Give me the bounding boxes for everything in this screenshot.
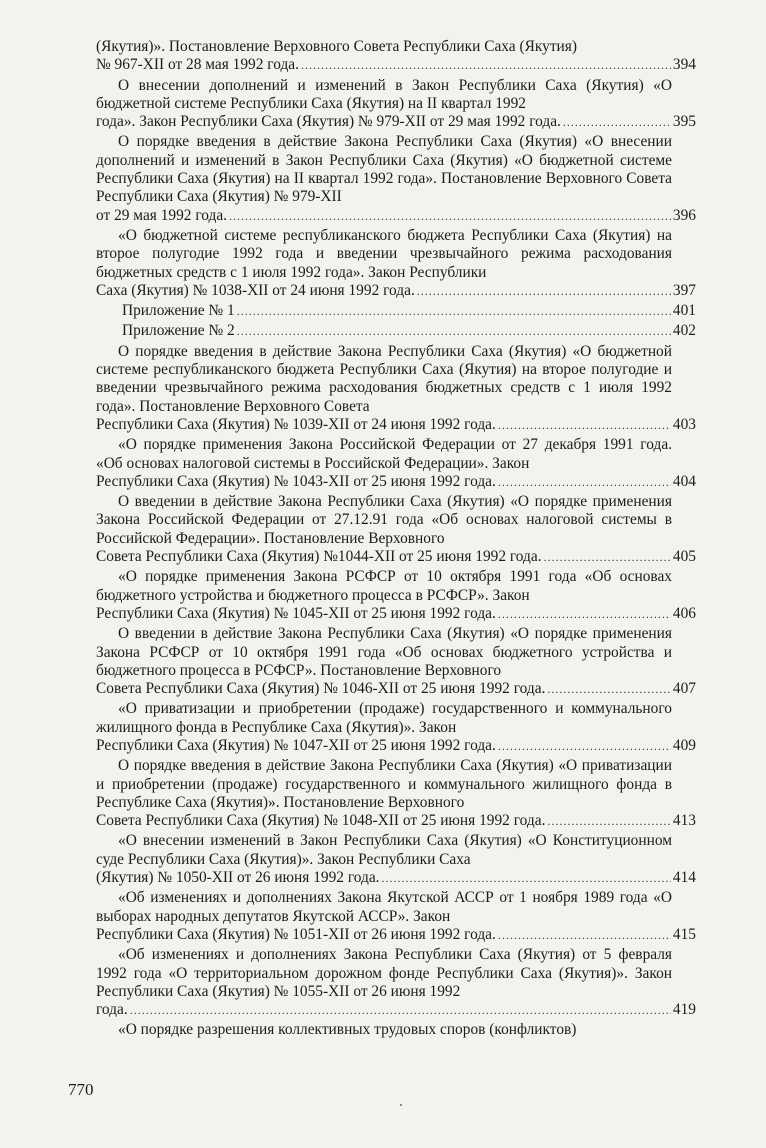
toc-entry-leader-line xyxy=(96,812,696,830)
toc-entry-leader-line xyxy=(96,605,696,623)
toc-entry xyxy=(96,493,696,566)
toc-entry-body: «О внесении изменений в Закон Республики Саха (Якутия) «О Конституционном суде Республики Саха (Якутия)». Закон Республики Саха xyxy=(96,832,672,868)
toc-entry-body: О внесении дополнений и изменений в Закон Республики Саха (Якутия) «О бюджетной системе Республики Саха (Якутия) на II квартал 1992 xyxy=(96,76,672,112)
toc-entry-text xyxy=(96,227,696,282)
toc-entry-leader-line xyxy=(96,680,696,698)
toc-entry-body: «О порядке разрешения коллективных трудовых споров (конфликтов) xyxy=(118,1021,577,1039)
toc-entry-leader-line xyxy=(96,56,696,74)
toc-entry-body: О порядке введения в действие Закона Республики Саха (Якутия) «О внесении дополнений и изменений в Закон Республики Саха (Якутия) «О бюджетной системе Республики Саха (Якутия) на II квартал 1992 года». Постановление Верховного Совета Республики Саха (Якутия) № 979-XII xyxy=(96,133,672,206)
toc-entry-leader-line xyxy=(96,302,696,320)
toc-entry-text xyxy=(96,832,696,869)
dot-leader xyxy=(498,473,671,491)
toc-entry-last-line: Совета Республики Саха (Якутия) №1044-XII от 25 июня 1992 года. xyxy=(96,548,542,566)
dot-leader xyxy=(130,1001,671,1019)
toc-entry-text xyxy=(96,343,696,416)
dot-leader xyxy=(229,207,671,225)
toc-page-ref: 403 xyxy=(672,415,696,433)
toc-entry-text xyxy=(96,946,696,1001)
toc-entry xyxy=(96,1021,696,1039)
toc-entry-text xyxy=(96,77,696,114)
dot-leader xyxy=(237,322,671,340)
toc-page-ref: 414 xyxy=(672,869,696,887)
toc-entry-last-line: (Якутия) № 1050-XII от 26 июня 1992 года. xyxy=(96,869,380,887)
toc-entry-last-line: Республики Саха (Якутия) № 1051-XII от 26 июня 1992 года. xyxy=(96,925,496,943)
toc-page-ref: 415 xyxy=(672,925,696,943)
dot-leader xyxy=(417,282,671,300)
toc-entry-last-line: № 967-XII от 28 мая 1992 года. xyxy=(96,56,299,74)
toc-entry-last-line: Саха (Якутия) № 1038-XII от 24 июня 1992 года. xyxy=(96,281,415,299)
toc-entry-body: «О порядке применения Закона РСФСР от 10 октября 1991 года «Об основах бюджетного устройства и бюджетного процесса в РСФСР». Закон xyxy=(96,568,672,604)
toc-page-ref: 409 xyxy=(672,736,696,754)
toc-page-ref: 413 xyxy=(672,812,696,830)
toc-entry xyxy=(96,322,696,340)
toc-entry-body: «О приватизации и приобретении (продаже) государственного и коммунального жилищного фонда в Республике Саха (Якутия)». Закон xyxy=(96,700,672,736)
toc-entry-text xyxy=(96,1021,696,1039)
toc-entry-last-line: Приложение № 2 xyxy=(122,322,235,340)
toc-entry-body: (Якутия)». Постановление Верховного Совета Республики Саха (Якутия) xyxy=(96,38,577,55)
toc-entry-text xyxy=(96,889,696,926)
dot-leader xyxy=(237,302,671,320)
toc-page-ref: 404 xyxy=(672,472,696,490)
toc-entry xyxy=(96,946,696,1019)
toc-entry xyxy=(96,343,696,434)
dot-leader xyxy=(547,812,670,830)
toc-entry xyxy=(96,133,696,224)
toc-entry xyxy=(96,436,696,491)
toc-entry xyxy=(96,77,696,132)
toc-entry-leader-line xyxy=(96,737,696,755)
toc-page-ref: 405 xyxy=(672,548,696,566)
toc-entry-leader-line xyxy=(96,282,696,300)
dot-leader xyxy=(544,548,671,566)
toc-entry xyxy=(96,568,696,623)
toc-entry xyxy=(96,38,696,75)
toc-entry-last-line: Республики Саха (Якутия) № 1043-XII от 25 июня 1992 года. xyxy=(96,472,496,490)
toc-entry-leader-line xyxy=(96,1001,696,1019)
toc-entry xyxy=(96,302,696,320)
toc-entry-leader-line xyxy=(96,926,696,944)
toc-page-ref: 419 xyxy=(672,1001,696,1019)
toc-page-ref: 401 xyxy=(672,302,696,320)
toc-entry-text xyxy=(96,568,696,605)
toc-entry-body: О введении в действие Закона Республики Саха (Якутия) «О порядке применения Закона РСФСР от 10 октября 1991 года «Об основах бюджетного устройства и бюджетного процесса в РСФСР». Постановление Верховного xyxy=(96,625,672,679)
toc-entry xyxy=(96,625,696,698)
toc-entry-last-line: Республики Саха (Якутия) № 1039-XII от 24 июня 1992 года. xyxy=(96,415,496,433)
toc-entry-leader-line xyxy=(96,322,696,340)
toc-entry-leader-line xyxy=(96,548,696,566)
toc-entry xyxy=(96,832,696,887)
toc-entry-body: «Об изменениях и дополнениях Закона Якутской АССР от 1 ноября 1989 года «О выборах народных депутатов Якутской АССР». Закон xyxy=(96,889,672,925)
print-speck xyxy=(400,1104,402,1106)
toc-entry-body: «Об изменениях и дополнениях Закона Республики Саха (Якутия) от 5 февраля 1992 года «О территориальном дорожном фонде Республики Саха (Якутия)». Закон Республики Саха (Якутия) № 1055-XII от 26 июня 1992 xyxy=(96,946,672,1000)
toc-entry-text xyxy=(96,625,696,680)
toc-entry-last-line: от 29 мая 1992 года. xyxy=(96,206,228,224)
dot-leader xyxy=(498,926,671,944)
toc-entry-leader-line xyxy=(96,207,696,225)
toc-entry-text xyxy=(96,700,696,737)
toc-entry-last-line: Республики Саха (Якутия) № 1047-XII от 25 июня 1992 года. xyxy=(96,736,496,754)
table-of-contents xyxy=(96,38,696,1042)
toc-entry xyxy=(96,889,696,944)
toc-entry-last-line: Приложение № 1 xyxy=(122,302,235,320)
toc-entry xyxy=(96,700,696,755)
dot-leader xyxy=(563,113,671,131)
toc-entry-leader-line xyxy=(96,113,696,131)
toc-entry-leader-line xyxy=(96,416,696,434)
toc-entry-last-line: года». Закон Республики Саха (Якутия) № 979-XII от 29 мая 1992 года. xyxy=(96,113,561,131)
toc-page-ref: 407 xyxy=(672,680,696,698)
toc-entry-leader-line xyxy=(96,473,696,491)
toc-entry-last-line: Совета Республики Саха (Якутия) № 1046-XII от 25 июня 1992 года. xyxy=(96,680,546,698)
toc-page-ref: 396 xyxy=(672,206,696,224)
dot-leader xyxy=(498,605,671,623)
page-number: 770 xyxy=(68,1080,94,1099)
toc-page-ref: 395 xyxy=(672,113,696,131)
toc-entry xyxy=(96,757,696,830)
toc-entry-body: «О порядке применения Закона Российской Федерации от 27 декабря 1991 года. «Об основах налоговой системы в Российской Федерации». Закон xyxy=(96,436,672,472)
toc-entry-last-line: Совета Республики Саха (Якутия) № 1048-XII от 25 июня 1992 года. xyxy=(96,812,546,830)
toc-page-ref: 406 xyxy=(672,604,696,622)
dot-leader xyxy=(498,416,671,434)
toc-entry-body: О порядке введения в действие Закона Республики Саха (Якутия) «О приватизации и приобретении (продаже) государственного и коммунального жилищного фонда в Республике Саха (Якутия)». Постановление Верховного xyxy=(96,757,672,811)
toc-entry xyxy=(96,227,696,300)
dot-leader xyxy=(498,737,671,755)
toc-entry-text xyxy=(96,133,696,206)
toc-entry-body: «О бюджетной системе республиканского бюджета Республики Саха (Якутия) на второе полугодие 1992 года и введении чрезвычайного режима расходования бюджетных средств с 1 июля 1992 года». Закон Республики xyxy=(96,226,672,281)
dot-leader xyxy=(301,56,671,74)
toc-page-ref: 402 xyxy=(672,322,696,340)
toc-entry-text xyxy=(96,757,696,812)
toc-entry-text xyxy=(96,436,696,473)
toc-page-ref: 394 xyxy=(672,56,696,74)
toc-entry-body: О порядке введения в действие Закона Республики Саха (Якутия) «О бюджетной системе республиканского бюджета Республики Саха (Якутия) на второе полугодие и введении чрезвычайного режима расходования бюджетных средств с 1 июля 1992 года». Постановление Верховного Совета xyxy=(96,342,672,415)
toc-entry-text xyxy=(96,493,696,548)
dot-leader xyxy=(547,680,670,698)
toc-entry-last-line: Республики Саха (Якутия) № 1045-XII от 25 июня 1992 года. xyxy=(96,604,496,622)
dot-leader xyxy=(382,869,671,887)
toc-entry-last-line: года. xyxy=(96,1001,128,1019)
toc-entry-leader-line xyxy=(96,869,696,887)
toc-entry-text xyxy=(96,38,696,56)
toc-page-ref: 397 xyxy=(672,281,696,299)
toc-entry-body: О введении в действие Закона Республики Саха (Якутия) «О порядке применения Закона Российской Федерации от 27.12.91 года «Об основах налоговой системы в Российской Федерации». Постановление Верховного xyxy=(96,493,672,547)
